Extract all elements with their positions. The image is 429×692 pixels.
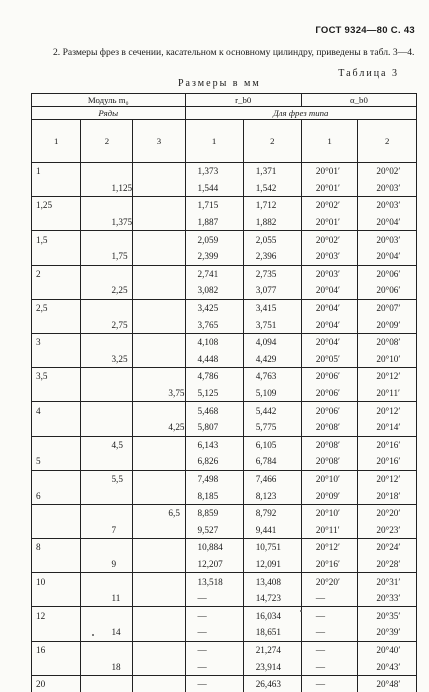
rb0-type1-cell: — (185, 590, 243, 607)
rb0-type1-cell: 8,859 (185, 504, 243, 521)
row2-cell (81, 163, 133, 180)
rb0-type2-cell: 6,784 (243, 453, 301, 470)
rb0-type2-cell: 5,775 (243, 419, 301, 436)
row3-cell (133, 487, 185, 504)
row3-cell: 4,25 (133, 419, 185, 436)
table-row (32, 351, 417, 368)
alpha-type1-cell: 20°02′ (301, 197, 357, 214)
row2-cell: 18 (81, 658, 133, 675)
rb0-type1-cell: 6,826 (185, 453, 243, 470)
row2-cell: 11 (81, 590, 133, 607)
rb0-type1-cell: 5,807 (185, 419, 243, 436)
rb0-type1-cell: 13,518 (185, 573, 243, 590)
alpha-type1-cell: 20°06′ (301, 385, 357, 402)
scan-mark (92, 634, 94, 636)
for-type-header: Для фрез типа (185, 107, 417, 120)
rb0-type2-cell: 3,751 (243, 316, 301, 333)
alpha-type2-cell: 20°06′ (358, 265, 417, 282)
row3-cell (133, 163, 185, 180)
alpha-type1-cell: — (301, 641, 357, 658)
rb0-type1-cell: 4,786 (185, 368, 243, 385)
alpha-type2-cell: 20°23′ (358, 521, 417, 538)
rb0-type1-cell: 8,185 (185, 487, 243, 504)
row2-cell (81, 675, 133, 692)
table-row (32, 180, 417, 197)
row3-cell (133, 436, 185, 453)
col-num: 1 (32, 120, 81, 163)
rb0-type1-cell: 1,373 (185, 163, 243, 180)
alpha-type2-cell: 20°16′ (358, 453, 417, 470)
alpha-type1-cell: 20°03′ (301, 265, 357, 282)
alpha-type2-cell: 20°28′ (358, 556, 417, 573)
row2-cell: 2,75 (81, 316, 133, 333)
row3-cell (133, 607, 185, 624)
alpha-type1-cell: 20°04′ (301, 316, 357, 333)
table-body (32, 163, 417, 692)
rb0-type1-cell: 7,498 (185, 470, 243, 487)
col-num: 1 (301, 120, 357, 163)
table-row (32, 163, 417, 180)
table-row (32, 487, 417, 504)
rb0-type2-cell: 6,105 (243, 436, 301, 453)
row2-cell (81, 539, 133, 556)
row1-cell (32, 419, 81, 436)
alpha-type1-cell: 20°04′ (301, 333, 357, 350)
row2-cell (81, 385, 133, 402)
rb0-type2-cell: 4,763 (243, 368, 301, 385)
dimensions-table (31, 93, 417, 692)
row3-cell (133, 539, 185, 556)
rb0-type2-cell: 1,882 (243, 214, 301, 231)
rb0-type1-cell: 5,468 (185, 402, 243, 419)
rb0-type2-cell: 1,371 (243, 163, 301, 180)
row3-cell (133, 180, 185, 197)
row2-cell (81, 333, 133, 350)
rb0-type1-cell: 1,887 (185, 214, 243, 231)
alpha-type1-cell: 20°06′ (301, 368, 357, 385)
alpha-type2-cell: 20°24′ (358, 539, 417, 556)
row1-cell (32, 624, 81, 641)
row1-cell: 1,25 (32, 197, 81, 214)
row2-cell (81, 607, 133, 624)
rb0-type1-cell: 12,207 (185, 556, 243, 573)
alpha-type2-cell: 20°04′ (358, 214, 417, 231)
alpha-type2-cell: 20°20′ (358, 504, 417, 521)
rb0-type1-cell: — (185, 607, 243, 624)
rb0-type2-cell: 3,077 (243, 282, 301, 299)
alpha-type1-cell: 20°20′ (301, 573, 357, 590)
row2-cell (81, 402, 133, 419)
table-row (32, 521, 417, 538)
module-header: Модуль m₀ (32, 94, 186, 107)
table-row (32, 402, 417, 419)
row1-cell (32, 556, 81, 573)
row1-cell (32, 214, 81, 231)
alpha-type1-cell: 20°10′ (301, 470, 357, 487)
rb0-type2-cell: 2,055 (243, 231, 301, 248)
row2-cell: 2,25 (81, 282, 133, 299)
alpha-type2-cell: 20°33′ (358, 590, 417, 607)
rb0-type2-cell: 4,429 (243, 351, 301, 368)
row3-cell (133, 231, 185, 248)
row1-cell: 20 (32, 675, 81, 692)
alpha-type1-cell: 20°03′ (301, 248, 357, 265)
rb0-type2-cell: 8,792 (243, 504, 301, 521)
table-row (32, 419, 417, 436)
row1-cell (32, 658, 81, 675)
row2-cell: 3,25 (81, 351, 133, 368)
rb0-type1-cell: 4,448 (185, 351, 243, 368)
alpha-type1-cell: 20°01′ (301, 180, 357, 197)
row1-cell: 8 (32, 539, 81, 556)
table-row (32, 556, 417, 573)
row1-cell (32, 521, 81, 538)
row1-cell: 12 (32, 607, 81, 624)
row2-cell (81, 453, 133, 470)
alpha-type2-cell: 20°35′ (358, 607, 417, 624)
alpha-type1-cell: 20°02′ (301, 231, 357, 248)
row3-cell (133, 590, 185, 607)
row2-cell: 7 (81, 521, 133, 538)
row1-cell: 3,5 (32, 368, 81, 385)
row2-cell: 1,125 (81, 180, 133, 197)
row2-cell (81, 299, 133, 316)
rb0-type1-cell: — (185, 624, 243, 641)
row1-cell: 2 (32, 265, 81, 282)
row2-cell: 5,5 (81, 470, 133, 487)
alpha-type2-cell: 20°16′ (358, 436, 417, 453)
alpha-type1-cell: 20°04′ (301, 299, 357, 316)
alpha-type1-cell: 20°09′ (301, 487, 357, 504)
table-row (32, 607, 417, 624)
rb0-type1-cell: 10,884 (185, 539, 243, 556)
table-caption: Размеры в мм (178, 78, 261, 89)
alpha-type1-cell: 20°01′ (301, 214, 357, 231)
row1-cell: 10 (32, 573, 81, 590)
row3-cell (133, 675, 185, 692)
row3-cell: 6,5 (133, 504, 185, 521)
rb0-type2-cell: 13,408 (243, 573, 301, 590)
row1-cell: 6 (32, 487, 81, 504)
alpha-type2-cell: 20°43′ (358, 658, 417, 675)
row1-cell (32, 180, 81, 197)
row3-cell (133, 282, 185, 299)
alpha-type1-cell: — (301, 624, 357, 641)
alpha-type1-cell: 20°05′ (301, 351, 357, 368)
alpha-type1-cell: 20°12′ (301, 539, 357, 556)
rb0-type2-cell: 1,542 (243, 180, 301, 197)
row3-cell (133, 556, 185, 573)
alpha-type2-cell: 20°31′ (358, 573, 417, 590)
alpha-type2-cell: 20°08′ (358, 333, 417, 350)
table-row (32, 316, 417, 333)
alpha-type2-cell: 20°18′ (358, 487, 417, 504)
rb0-type2-cell: 2,735 (243, 265, 301, 282)
alpha-type2-cell: 20°40′ (358, 641, 417, 658)
rb0-type2-cell: 4,094 (243, 333, 301, 350)
alpha-type1-cell: — (301, 658, 357, 675)
row3-cell (133, 521, 185, 538)
row1-cell (32, 316, 81, 333)
page-header: ГОСТ 9324—80 С. 43 (315, 25, 415, 36)
rb0-type1-cell: 3,765 (185, 316, 243, 333)
col-num: 2 (81, 120, 133, 163)
alpha-type2-cell: 20°02′ (358, 163, 417, 180)
row1-cell (32, 436, 81, 453)
row2-cell: 9 (81, 556, 133, 573)
row3-cell (133, 624, 185, 641)
rb0-type1-cell: 1,715 (185, 197, 243, 214)
table-row (32, 282, 417, 299)
row3-cell (133, 248, 185, 265)
row3-cell (133, 333, 185, 350)
rb0-type2-cell: 16,034 (243, 607, 301, 624)
rb0-type2-cell: 3,415 (243, 299, 301, 316)
alpha-type2-cell: 20°11′ (358, 385, 417, 402)
rb0-type2-cell: 14,723 (243, 590, 301, 607)
alpha-b0-header: α_b0 (301, 94, 416, 107)
rb0-type1-cell: — (185, 675, 243, 692)
alpha-type2-cell: 20°03′ (358, 197, 417, 214)
rb0-type2-cell: 5,442 (243, 402, 301, 419)
alpha-type1-cell: 20°16′ (301, 556, 357, 573)
row3-cell (133, 402, 185, 419)
alpha-type1-cell: 20°01′ (301, 163, 357, 180)
row1-cell (32, 504, 81, 521)
rb0-type2-cell: 18,651 (243, 624, 301, 641)
alpha-type2-cell: 20°06′ (358, 282, 417, 299)
rb0-type1-cell: 4,108 (185, 333, 243, 350)
table-row (32, 214, 417, 231)
rb0-type1-cell: 5,125 (185, 385, 243, 402)
table-row (32, 658, 417, 675)
alpha-type1-cell: — (301, 607, 357, 624)
alpha-type1-cell: 20°06′ (301, 402, 357, 419)
rb0-type1-cell: 1,544 (185, 180, 243, 197)
table-row (32, 333, 417, 350)
row3-cell (133, 316, 185, 333)
table-row (32, 675, 417, 692)
rb0-type1-cell: 2,399 (185, 248, 243, 265)
rb0-type2-cell: 21,274 (243, 641, 301, 658)
row2-cell: 1,375 (81, 214, 133, 231)
alpha-type2-cell: 20°03′ (358, 231, 417, 248)
rb0-type1-cell: 9,527 (185, 521, 243, 538)
rb0-type2-cell: 23,914 (243, 658, 301, 675)
table-row (32, 539, 417, 556)
table-row (32, 590, 417, 607)
table-row (32, 453, 417, 470)
rows-header: Ряды (32, 107, 186, 120)
alpha-type1-cell: 20°10′ (301, 504, 357, 521)
alpha-type2-cell: 20°04′ (358, 248, 417, 265)
row2-cell (81, 573, 133, 590)
alpha-type2-cell: 20°39′ (358, 624, 417, 641)
table-row (32, 504, 417, 521)
alpha-type1-cell: — (301, 590, 357, 607)
row2-cell (81, 504, 133, 521)
row2-cell: 4,5 (81, 436, 133, 453)
rb0-type2-cell: 9,441 (243, 521, 301, 538)
table-row (32, 368, 417, 385)
table-row (32, 470, 417, 487)
row2-cell (81, 419, 133, 436)
col-num: 2 (358, 120, 417, 163)
table-row (32, 641, 417, 658)
alpha-type2-cell: 20°03′ (358, 180, 417, 197)
rb0-type1-cell: 2,059 (185, 231, 243, 248)
rb0-type1-cell: — (185, 658, 243, 675)
row2-cell (81, 265, 133, 282)
row1-cell: 4 (32, 402, 81, 419)
row1-cell: 1,5 (32, 231, 81, 248)
row3-cell (133, 368, 185, 385)
table-row (32, 385, 417, 402)
table-row (32, 197, 417, 214)
row1-cell (32, 351, 81, 368)
rb0-type2-cell: 1,712 (243, 197, 301, 214)
intro-paragraph: 2. Размеры фрез в сечении, касательном к основному цилиндру, приведены в табл. 3—4. (31, 47, 417, 60)
row3-cell (133, 299, 185, 316)
alpha-type2-cell: 20°10′ (358, 351, 417, 368)
rb0-type2-cell: 10,751 (243, 539, 301, 556)
alpha-type2-cell: 20°12′ (358, 470, 417, 487)
alpha-type1-cell: 20°08′ (301, 436, 357, 453)
row3-cell (133, 214, 185, 231)
table-row (32, 299, 417, 316)
row3-cell (133, 658, 185, 675)
alpha-type1-cell: 20°08′ (301, 419, 357, 436)
row1-cell (32, 385, 81, 402)
alpha-type2-cell: 20°09′ (358, 316, 417, 333)
col-num: 3 (133, 120, 185, 163)
row2-cell: 14 (81, 624, 133, 641)
table-row (32, 573, 417, 590)
rb0-type2-cell: 26,463 (243, 675, 301, 692)
rb0-type1-cell: 2,741 (185, 265, 243, 282)
row2-cell (81, 487, 133, 504)
rb0-type1-cell: 6,143 (185, 436, 243, 453)
table-row (32, 624, 417, 641)
rb0-type2-cell: 12,091 (243, 556, 301, 573)
row1-cell (32, 282, 81, 299)
row3-cell (133, 197, 185, 214)
rb0-type1-cell: 3,082 (185, 282, 243, 299)
row2-cell: 1,75 (81, 248, 133, 265)
row1-cell (32, 590, 81, 607)
row3-cell (133, 641, 185, 658)
row3-cell (133, 573, 185, 590)
row2-cell (81, 641, 133, 658)
alpha-type2-cell: 20°12′ (358, 402, 417, 419)
alpha-type2-cell: 20°07′ (358, 299, 417, 316)
row3-cell: 3,75 (133, 385, 185, 402)
row2-cell (81, 231, 133, 248)
table-number: Таблица 3 (338, 68, 399, 79)
row1-cell: 1 (32, 163, 81, 180)
rb0-type2-cell: 5,109 (243, 385, 301, 402)
table-row (32, 231, 417, 248)
scan-mark (300, 610, 302, 612)
row3-cell (133, 351, 185, 368)
row1-cell: 16 (32, 641, 81, 658)
table-row (32, 265, 417, 282)
col-num: 2 (243, 120, 301, 163)
row2-cell (81, 368, 133, 385)
row1-cell: 2,5 (32, 299, 81, 316)
row1-cell (32, 470, 81, 487)
alpha-type1-cell: 20°08′ (301, 453, 357, 470)
table-row (32, 436, 417, 453)
alpha-type1-cell: 20°11′ (301, 521, 357, 538)
rb0-header: r_b0 (185, 94, 301, 107)
row1-cell: 5 (32, 453, 81, 470)
row3-cell (133, 265, 185, 282)
alpha-type2-cell: 20°14′ (358, 419, 417, 436)
alpha-type1-cell: — (301, 675, 357, 692)
alpha-type2-cell: 20°48′ (358, 675, 417, 692)
row1-cell (32, 248, 81, 265)
row3-cell (133, 470, 185, 487)
alpha-type1-cell: 20°04′ (301, 282, 357, 299)
col-num: 1 (185, 120, 243, 163)
rb0-type2-cell: 2,396 (243, 248, 301, 265)
rb0-type1-cell: — (185, 641, 243, 658)
rb0-type1-cell: 3,425 (185, 299, 243, 316)
rb0-type2-cell: 8,123 (243, 487, 301, 504)
rb0-type2-cell: 7,466 (243, 470, 301, 487)
table-row (32, 248, 417, 265)
row2-cell (81, 197, 133, 214)
row3-cell (133, 453, 185, 470)
row1-cell: 3 (32, 333, 81, 350)
alpha-type2-cell: 20°12′ (358, 368, 417, 385)
